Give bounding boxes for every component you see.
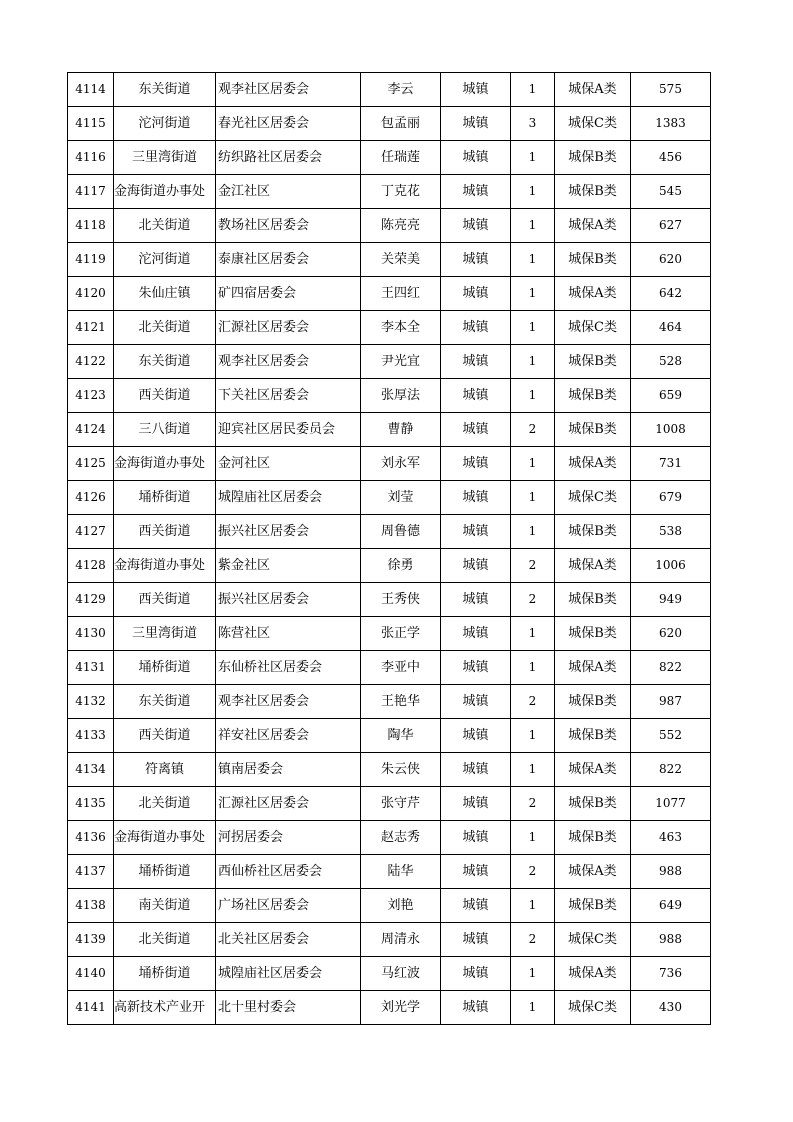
cell-type: 城镇: [441, 821, 511, 855]
cell-name: 张正学: [361, 617, 441, 651]
table-row: [68, 617, 711, 651]
cell-category: 城保A类: [555, 209, 631, 243]
cell-seq: 4118: [68, 209, 114, 243]
cell-category: 城保B类: [555, 889, 631, 923]
cell-category: 城保A类: [555, 73, 631, 107]
cell-count: 1: [511, 651, 555, 685]
cell-committee: 西仙桥社区居委会: [216, 855, 361, 889]
cell-street: 沱河街道: [114, 243, 216, 277]
cell-street: 南关街道: [114, 889, 216, 923]
cell-amount: 463: [631, 821, 711, 855]
cell-amount: 528: [631, 345, 711, 379]
cell-count: 2: [511, 549, 555, 583]
cell-amount: 620: [631, 243, 711, 277]
cell-type: 城镇: [441, 379, 511, 413]
cell-street: 三里湾街道: [114, 141, 216, 175]
cell-seq: 4126: [68, 481, 114, 515]
cell-category: 城保B类: [555, 719, 631, 753]
cell-type: 城镇: [441, 311, 511, 345]
cell-street: 北关街道: [114, 311, 216, 345]
cell-seq: 4122: [68, 345, 114, 379]
cell-name: 曹静: [361, 413, 441, 447]
cell-seq: 4129: [68, 583, 114, 617]
cell-committee: 振兴社区居委会: [216, 515, 361, 549]
cell-type: 城镇: [441, 107, 511, 141]
cell-name: 李云: [361, 73, 441, 107]
cell-type: 城镇: [441, 515, 511, 549]
cell-name: 任瑞莲: [361, 141, 441, 175]
cell-street: 金海街道办事处: [114, 549, 216, 583]
cell-name: 朱云侠: [361, 753, 441, 787]
cell-name: 陶华: [361, 719, 441, 753]
cell-type: 城镇: [441, 787, 511, 821]
cell-committee: 矿四宿居委会: [216, 277, 361, 311]
cell-amount: 456: [631, 141, 711, 175]
cell-amount: 949: [631, 583, 711, 617]
cell-name: 刘艳: [361, 889, 441, 923]
cell-name: 李亚中: [361, 651, 441, 685]
cell-street: 沱河街道: [114, 107, 216, 141]
cell-type: 城镇: [441, 957, 511, 991]
roster-body: [68, 73, 711, 1025]
cell-amount: 659: [631, 379, 711, 413]
cell-category: 城保B类: [555, 583, 631, 617]
cell-type: 城镇: [441, 345, 511, 379]
cell-amount: 430: [631, 991, 711, 1025]
cell-count: 2: [511, 685, 555, 719]
cell-type: 城镇: [441, 209, 511, 243]
cell-amount: 1006: [631, 549, 711, 583]
cell-seq: 4116: [68, 141, 114, 175]
cell-street: 东关街道: [114, 685, 216, 719]
cell-category: 城保A类: [555, 447, 631, 481]
cell-committee: 城隍庙社区居委会: [216, 481, 361, 515]
cell-type: 城镇: [441, 175, 511, 209]
cell-street: 北关街道: [114, 923, 216, 957]
cell-committee: 下关社区居委会: [216, 379, 361, 413]
cell-amount: 1008: [631, 413, 711, 447]
cell-seq: 4139: [68, 923, 114, 957]
cell-type: 城镇: [441, 583, 511, 617]
cell-type: 城镇: [441, 855, 511, 889]
cell-amount: 1383: [631, 107, 711, 141]
cell-committee: 广场社区居委会: [216, 889, 361, 923]
cell-amount: 731: [631, 447, 711, 481]
cell-category: 城保B类: [555, 345, 631, 379]
cell-category: 城保A类: [555, 277, 631, 311]
cell-amount: 988: [631, 855, 711, 889]
cell-type: 城镇: [441, 685, 511, 719]
cell-seq: 4130: [68, 617, 114, 651]
cell-count: 1: [511, 175, 555, 209]
table-row: [68, 957, 711, 991]
cell-name: 张厚法: [361, 379, 441, 413]
table-row: [68, 889, 711, 923]
cell-category: 城保A类: [555, 855, 631, 889]
cell-seq: 4114: [68, 73, 114, 107]
cell-amount: 642: [631, 277, 711, 311]
cell-category: 城保C类: [555, 991, 631, 1025]
cell-name: 尹光宜: [361, 345, 441, 379]
cell-category: 城保B类: [555, 685, 631, 719]
cell-street: 埇桥街道: [114, 957, 216, 991]
cell-name: 赵志秀: [361, 821, 441, 855]
cell-type: 城镇: [441, 73, 511, 107]
cell-committee: 汇源社区居委会: [216, 787, 361, 821]
cell-name: 周清永: [361, 923, 441, 957]
cell-count: 1: [511, 243, 555, 277]
cell-amount: 538: [631, 515, 711, 549]
cell-amount: 620: [631, 617, 711, 651]
cell-committee: 金江社区: [216, 175, 361, 209]
cell-count: 1: [511, 209, 555, 243]
cell-name: 包孟丽: [361, 107, 441, 141]
cell-count: 1: [511, 447, 555, 481]
cell-name: 丁克花: [361, 175, 441, 209]
cell-category: 城保B类: [555, 787, 631, 821]
cell-committee: 镇南居委会: [216, 753, 361, 787]
cell-count: 1: [511, 617, 555, 651]
table-row: [68, 243, 711, 277]
cell-category: 城保A类: [555, 651, 631, 685]
cell-committee: 祥安社区居委会: [216, 719, 361, 753]
cell-category: 城保B类: [555, 617, 631, 651]
cell-count: 1: [511, 889, 555, 923]
table-row: [68, 141, 711, 175]
cell-count: 1: [511, 753, 555, 787]
cell-count: 1: [511, 481, 555, 515]
cell-amount: 822: [631, 753, 711, 787]
cell-street: 东关街道: [114, 73, 216, 107]
cell-seq: 4124: [68, 413, 114, 447]
table-row: [68, 651, 711, 685]
cell-category: 城保A类: [555, 753, 631, 787]
cell-count: 1: [511, 957, 555, 991]
cell-category: 城保A类: [555, 957, 631, 991]
cell-type: 城镇: [441, 481, 511, 515]
cell-name: 徐勇: [361, 549, 441, 583]
cell-amount: 649: [631, 889, 711, 923]
cell-category: 城保C类: [555, 923, 631, 957]
table-row: [68, 345, 711, 379]
cell-category: 城保B类: [555, 175, 631, 209]
cell-committee: 紫金社区: [216, 549, 361, 583]
cell-type: 城镇: [441, 617, 511, 651]
cell-seq: 4125: [68, 447, 114, 481]
cell-street: 西关街道: [114, 719, 216, 753]
cell-count: 1: [511, 311, 555, 345]
table-row: [68, 379, 711, 413]
table-row: [68, 753, 711, 787]
cell-seq: 4127: [68, 515, 114, 549]
cell-amount: 552: [631, 719, 711, 753]
table-row: [68, 73, 711, 107]
cell-street: 埇桥街道: [114, 651, 216, 685]
cell-type: 城镇: [441, 889, 511, 923]
cell-type: 城镇: [441, 447, 511, 481]
cell-seq: 4133: [68, 719, 114, 753]
cell-count: 1: [511, 345, 555, 379]
cell-committee: 迎宾社区居民委员会: [216, 413, 361, 447]
cell-count: 1: [511, 821, 555, 855]
cell-name: 刘莹: [361, 481, 441, 515]
cell-count: 1: [511, 141, 555, 175]
cell-amount: 1077: [631, 787, 711, 821]
cell-count: 1: [511, 991, 555, 1025]
cell-category: 城保C类: [555, 311, 631, 345]
cell-street: 北关街道: [114, 787, 216, 821]
cell-street: 埇桥街道: [114, 481, 216, 515]
cell-committee: 泰康社区居委会: [216, 243, 361, 277]
table-row: [68, 481, 711, 515]
cell-name: 周鲁德: [361, 515, 441, 549]
cell-type: 城镇: [441, 719, 511, 753]
cell-name: 刘光学: [361, 991, 441, 1025]
cell-name: 张守芹: [361, 787, 441, 821]
roster-table: [67, 72, 711, 1025]
cell-name: 李本全: [361, 311, 441, 345]
cell-count: 2: [511, 413, 555, 447]
cell-seq: 4134: [68, 753, 114, 787]
cell-seq: 4117: [68, 175, 114, 209]
cell-street: 高新技术产业开: [114, 991, 216, 1025]
cell-amount: 822: [631, 651, 711, 685]
cell-count: 2: [511, 583, 555, 617]
cell-amount: 545: [631, 175, 711, 209]
cell-name: 王艳华: [361, 685, 441, 719]
cell-count: 2: [511, 923, 555, 957]
table-row: [68, 923, 711, 957]
cell-count: 1: [511, 277, 555, 311]
cell-seq: 4137: [68, 855, 114, 889]
cell-amount: 987: [631, 685, 711, 719]
cell-type: 城镇: [441, 549, 511, 583]
cell-name: 王秀侠: [361, 583, 441, 617]
cell-seq: 4138: [68, 889, 114, 923]
cell-type: 城镇: [441, 923, 511, 957]
cell-type: 城镇: [441, 753, 511, 787]
cell-committee: 观李社区居委会: [216, 73, 361, 107]
cell-amount: 988: [631, 923, 711, 957]
cell-street: 西关街道: [114, 379, 216, 413]
cell-count: 1: [511, 515, 555, 549]
cell-street: 金海街道办事处: [114, 447, 216, 481]
cell-street: 金海街道办事处: [114, 175, 216, 209]
cell-committee: 陈营社区: [216, 617, 361, 651]
cell-count: 3: [511, 107, 555, 141]
cell-committee: 北关社区居委会: [216, 923, 361, 957]
cell-seq: 4131: [68, 651, 114, 685]
cell-category: 城保B类: [555, 413, 631, 447]
cell-committee: 东仙桥社区居委会: [216, 651, 361, 685]
cell-count: 1: [511, 379, 555, 413]
table-row: [68, 549, 711, 583]
cell-type: 城镇: [441, 277, 511, 311]
cell-seq: 4132: [68, 685, 114, 719]
cell-type: 城镇: [441, 991, 511, 1025]
table-row: [68, 107, 711, 141]
table-row: [68, 277, 711, 311]
cell-committee: 振兴社区居委会: [216, 583, 361, 617]
cell-street: 金海街道办事处: [114, 821, 216, 855]
table-row: [68, 719, 711, 753]
cell-name: 陆华: [361, 855, 441, 889]
cell-seq: 4136: [68, 821, 114, 855]
cell-seq: 4140: [68, 957, 114, 991]
cell-seq: 4123: [68, 379, 114, 413]
cell-committee: 教场社区居委会: [216, 209, 361, 243]
cell-committee: 北十里村委会: [216, 991, 361, 1025]
cell-seq: 4120: [68, 277, 114, 311]
table-row: [68, 515, 711, 549]
cell-name: 关荣美: [361, 243, 441, 277]
cell-category: 城保C类: [555, 481, 631, 515]
table-row: [68, 787, 711, 821]
table-row: [68, 447, 711, 481]
cell-committee: 河拐居委会: [216, 821, 361, 855]
cell-category: 城保A类: [555, 549, 631, 583]
cell-category: 城保B类: [555, 141, 631, 175]
cell-count: 1: [511, 73, 555, 107]
cell-street: 西关街道: [114, 583, 216, 617]
table-row: [68, 209, 711, 243]
cell-seq: 4121: [68, 311, 114, 345]
cell-count: 2: [511, 855, 555, 889]
cell-count: 1: [511, 719, 555, 753]
cell-type: 城镇: [441, 243, 511, 277]
table-row: [68, 175, 711, 209]
table-row: [68, 821, 711, 855]
table-row: [68, 855, 711, 889]
cell-committee: 观李社区居委会: [216, 685, 361, 719]
table-row: [68, 583, 711, 617]
cell-seq: 4135: [68, 787, 114, 821]
table-row: [68, 311, 711, 345]
table-row: [68, 991, 711, 1025]
cell-street: 西关街道: [114, 515, 216, 549]
cell-committee: 汇源社区居委会: [216, 311, 361, 345]
cell-seq: 4119: [68, 243, 114, 277]
cell-category: 城保B类: [555, 379, 631, 413]
cell-category: 城保B类: [555, 515, 631, 549]
cell-seq: 4115: [68, 107, 114, 141]
table-row: [68, 685, 711, 719]
cell-name: 王四红: [361, 277, 441, 311]
cell-street: 埇桥街道: [114, 855, 216, 889]
cell-street: 朱仙庄镇: [114, 277, 216, 311]
cell-name: 陈亮亮: [361, 209, 441, 243]
cell-count: 2: [511, 787, 555, 821]
cell-committee: 金河社区: [216, 447, 361, 481]
cell-type: 城镇: [441, 141, 511, 175]
cell-category: 城保B类: [555, 243, 631, 277]
cell-category: 城保C类: [555, 107, 631, 141]
cell-type: 城镇: [441, 413, 511, 447]
cell-street: 三八街道: [114, 413, 216, 447]
cell-name: 刘永军: [361, 447, 441, 481]
cell-amount: 679: [631, 481, 711, 515]
cell-committee: 春光社区居委会: [216, 107, 361, 141]
cell-seq: 4128: [68, 549, 114, 583]
cell-amount: 464: [631, 311, 711, 345]
cell-amount: 736: [631, 957, 711, 991]
cell-committee: 观李社区居委会: [216, 345, 361, 379]
table-row: [68, 413, 711, 447]
cell-committee: 城隍庙社区居委会: [216, 957, 361, 991]
cell-street: 北关街道: [114, 209, 216, 243]
cell-category: 城保B类: [555, 821, 631, 855]
cell-type: 城镇: [441, 651, 511, 685]
cell-committee: 纺织路社区居委会: [216, 141, 361, 175]
cell-street: 符离镇: [114, 753, 216, 787]
cell-amount: 627: [631, 209, 711, 243]
cell-seq: 4141: [68, 991, 114, 1025]
cell-amount: 575: [631, 73, 711, 107]
cell-name: 马红波: [361, 957, 441, 991]
cell-street: 东关街道: [114, 345, 216, 379]
cell-street: 三里湾街道: [114, 617, 216, 651]
